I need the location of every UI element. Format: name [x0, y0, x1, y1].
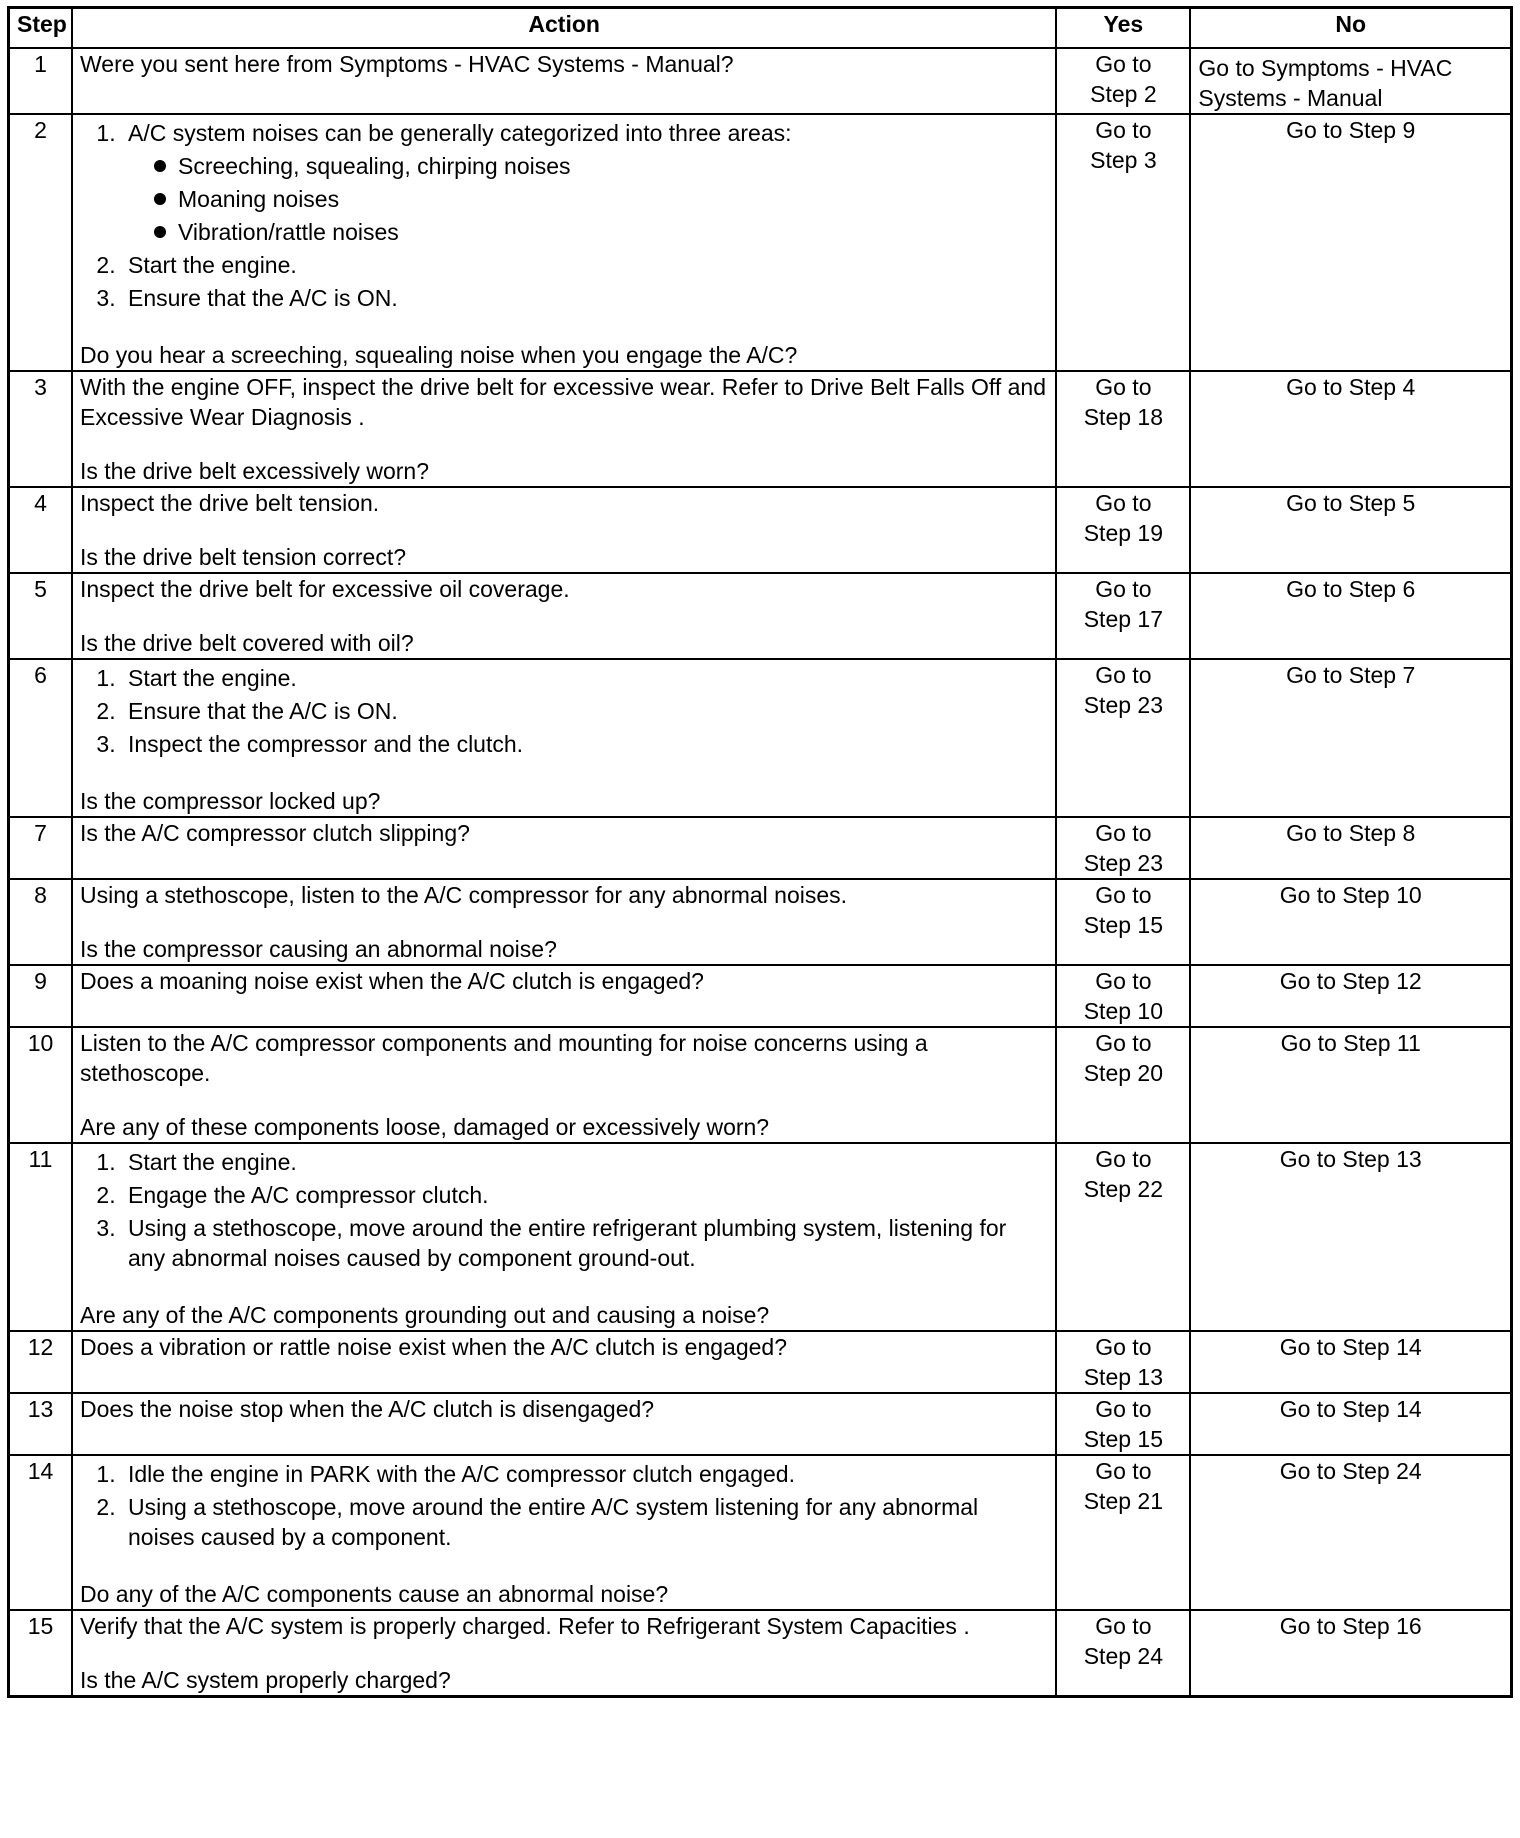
spacer: [80, 432, 1048, 456]
action-cell: [72, 487, 1056, 573]
action-step-item: 3. Ensure that the A/C is ON.: [122, 283, 1048, 313]
bullet-icon: [154, 226, 166, 238]
yes-link[interactable]: Go to Step 23: [1056, 817, 1190, 879]
action-instruction: Verify that the A/C system is properly charged. Refer to Refrigerant System Capacities .: [80, 1613, 970, 1639]
step-number: 15: [9, 1610, 73, 1697]
no-link[interactable]: Go to Step 24: [1190, 1455, 1511, 1610]
noise-categories: [128, 151, 1048, 247]
yes-link[interactable]: Go to Step 13: [1056, 1331, 1190, 1393]
action-step-item: 2. Start the engine.: [122, 250, 1048, 280]
action-step-item: 2. Engage the A/C compressor clutch.: [122, 1180, 1048, 1210]
action-question: Is the drive belt covered with oil?: [80, 630, 414, 656]
table-row: [9, 817, 1512, 879]
step-number: 7: [9, 817, 73, 879]
action-cell: [72, 114, 1056, 371]
step-number: 1: [9, 48, 73, 114]
bullet-item: [154, 217, 1048, 247]
action-question: Do you hear a screeching, squealing noise when you engage the A/C?: [80, 342, 798, 368]
spacer: [80, 1555, 1048, 1579]
table-row: [9, 1393, 1512, 1455]
spacer: [80, 316, 1048, 340]
spacer: [80, 910, 1048, 934]
action-question: Does a vibration or rattle noise exist when the A/C clutch is engaged?: [80, 1334, 788, 1360]
action-cell: [72, 965, 1056, 1027]
yes-link[interactable]: Go to Step 20: [1056, 1027, 1190, 1143]
action-question: Does the noise stop when the A/C clutch is disengaged?: [80, 1396, 655, 1422]
bullet-icon: [154, 160, 166, 172]
action-step-item: 2. Using a stethoscope, move around the entire A/C system listening for any abnormal noises caused by a component.: [122, 1492, 1048, 1552]
action-cell: [72, 817, 1056, 879]
action-question: Is the drive belt excessively worn?: [80, 458, 429, 484]
no-link[interactable]: Go to Step 10: [1190, 879, 1511, 965]
table-row: [9, 965, 1512, 1027]
spacer: [80, 1276, 1048, 1300]
action-question: Does a moaning noise exist when the A/C clutch is engaged?: [80, 968, 704, 994]
action-instruction: Listen to the A/C compressor components and mounting for noise concerns using a stethoscope.: [80, 1030, 928, 1086]
yes-link[interactable]: Go to Step 15: [1056, 879, 1190, 965]
step-number: 2: [9, 114, 73, 371]
action-instruction: With the engine OFF, inspect the drive belt for excessive wear. Refer to Drive Belt Falls Off and Excessive Wear Diagnosis .: [80, 374, 1046, 430]
action-steps: [80, 118, 1048, 313]
table-row: [9, 1331, 1512, 1393]
yes-link[interactable]: Go to Step 19: [1056, 487, 1190, 573]
step-number: 6: [9, 659, 73, 817]
action-step-item: [122, 118, 1048, 247]
no-link[interactable]: Go to Step 13: [1190, 1143, 1511, 1331]
header-action: Action: [72, 8, 1056, 49]
spacer: [80, 1641, 1048, 1665]
step-number: 14: [9, 1455, 73, 1610]
action-cell: [72, 1610, 1056, 1697]
no-link[interactable]: Go to Symptoms - HVAC Systems - Manual: [1190, 48, 1511, 114]
spacer: [80, 604, 1048, 628]
action-steps: [80, 1147, 1048, 1273]
step-number: 8: [9, 879, 73, 965]
yes-link[interactable]: Go to Step 17: [1056, 573, 1190, 659]
diagnostic-table: [7, 6, 1513, 1698]
no-link[interactable]: Go to Step 6: [1190, 573, 1511, 659]
action-cell: [72, 659, 1056, 817]
yes-link[interactable]: Go to Step 15: [1056, 1393, 1190, 1455]
header-no: No: [1190, 8, 1511, 49]
action-step-item: 3. Inspect the compressor and the clutch.: [122, 729, 1048, 759]
step-number: 3: [9, 371, 73, 487]
no-link[interactable]: Go to Step 4: [1190, 371, 1511, 487]
yes-link[interactable]: Go to Step 3: [1056, 114, 1190, 371]
step-number: 9: [9, 965, 73, 1027]
no-link[interactable]: Go to Step 11: [1190, 1027, 1511, 1143]
spacer: [80, 1088, 1048, 1112]
no-link[interactable]: Go to Step 8: [1190, 817, 1511, 879]
action-cell: [72, 1331, 1056, 1393]
bullet-text: Vibration/rattle noises: [178, 219, 399, 245]
no-link[interactable]: Go to Step 14: [1190, 1331, 1511, 1393]
action-steps: [80, 1459, 1048, 1552]
table-row: [9, 659, 1512, 817]
action-cell: [72, 573, 1056, 659]
action-question: Were you sent here from Symptoms - HVAC Systems - Manual?: [80, 51, 734, 77]
bullet-text: Moaning noises: [178, 186, 340, 212]
yes-link[interactable]: Go to Step 24: [1056, 1610, 1190, 1697]
action-instruction: Inspect the drive belt tension.: [80, 490, 380, 516]
action-instruction: Using a stethoscope, listen to the A/C compressor for any abnormal noises.: [80, 882, 848, 908]
bullet-item: [154, 184, 1048, 214]
action-cell: [72, 1027, 1056, 1143]
step-number: 12: [9, 1331, 73, 1393]
table-row: [9, 1610, 1512, 1697]
header-step: Step: [9, 8, 73, 49]
action-step-item: 1. Start the engine.: [122, 663, 1048, 693]
action-instruction: Inspect the drive belt for excessive oil coverage.: [80, 576, 570, 602]
table-row: [9, 114, 1512, 371]
action-step-item: 2. Ensure that the A/C is ON.: [122, 696, 1048, 726]
step-number: 11: [9, 1143, 73, 1331]
table-row: [9, 1027, 1512, 1143]
step-number: 5: [9, 573, 73, 659]
no-link[interactable]: Go to Step 14: [1190, 1393, 1511, 1455]
action-step-item: 1. Idle the engine in PARK with the A/C compressor clutch engaged.: [122, 1459, 1048, 1489]
header-row: [9, 8, 1512, 49]
table-row: [9, 1143, 1512, 1331]
action-step-item: 3. Using a stethoscope, move around the entire refrigerant plumbing system, listening for any abnormal noises caused by component ground-out.: [122, 1213, 1048, 1273]
action-step-text: A/C system noises can be generally categorized into three areas:: [128, 120, 792, 146]
action-cell: [72, 1393, 1056, 1455]
bullet-item: [154, 151, 1048, 181]
action-question: Is the A/C system properly charged?: [80, 1667, 451, 1693]
header-yes: Yes: [1056, 8, 1190, 49]
action-question: Is the drive belt tension correct?: [80, 544, 406, 570]
yes-link[interactable]: Go to Step 23: [1056, 659, 1190, 817]
no-link[interactable]: Go to Step 12: [1190, 965, 1511, 1027]
step-number: 13: [9, 1393, 73, 1455]
yes-link[interactable]: Go to Step 18: [1056, 371, 1190, 487]
action-steps: [80, 663, 1048, 759]
no-link[interactable]: Go to Step 7: [1190, 659, 1511, 817]
action-cell: [72, 1455, 1056, 1610]
action-question: Do any of the A/C components cause an abnormal noise?: [80, 1581, 669, 1607]
action-question: Is the compressor causing an abnormal noise?: [80, 936, 557, 962]
no-link[interactable]: Go to Step 9: [1190, 114, 1511, 371]
action-cell: [72, 371, 1056, 487]
yes-link[interactable]: Go to Step 10: [1056, 965, 1190, 1027]
bullet-text: Screeching, squealing, chirping noises: [178, 153, 571, 179]
step-number: 10: [9, 1027, 73, 1143]
action-cell: [72, 1143, 1056, 1331]
table-row: [9, 48, 1512, 114]
table-row: [9, 371, 1512, 487]
action-question: Is the A/C compressor clutch slipping?: [80, 820, 470, 846]
table-row: [9, 573, 1512, 659]
yes-link[interactable]: Go to Step 22: [1056, 1143, 1190, 1331]
action-cell: [72, 48, 1056, 114]
spacer: [80, 518, 1048, 542]
action-question: Are any of these components loose, damaged or excessively worn?: [80, 1114, 770, 1140]
action-cell: [72, 879, 1056, 965]
step-number: 4: [9, 487, 73, 573]
bullet-icon: [154, 193, 166, 205]
action-question: Are any of the A/C components grounding out and causing a noise?: [80, 1302, 770, 1328]
table-row: [9, 487, 1512, 573]
no-link[interactable]: Go to Step 16: [1190, 1610, 1511, 1697]
diagnostic-table-sheet: [7, 6, 1513, 1828]
action-question: Is the compressor locked up?: [80, 788, 381, 814]
yes-link[interactable]: Go to Step 2: [1056, 48, 1190, 114]
table-row: [9, 1455, 1512, 1610]
action-step-item: 1. Start the engine.: [122, 1147, 1048, 1177]
spacer: [80, 762, 1048, 786]
no-link[interactable]: Go to Step 5: [1190, 487, 1511, 573]
table-row: [9, 879, 1512, 965]
yes-link[interactable]: Go to Step 21: [1056, 1455, 1190, 1610]
